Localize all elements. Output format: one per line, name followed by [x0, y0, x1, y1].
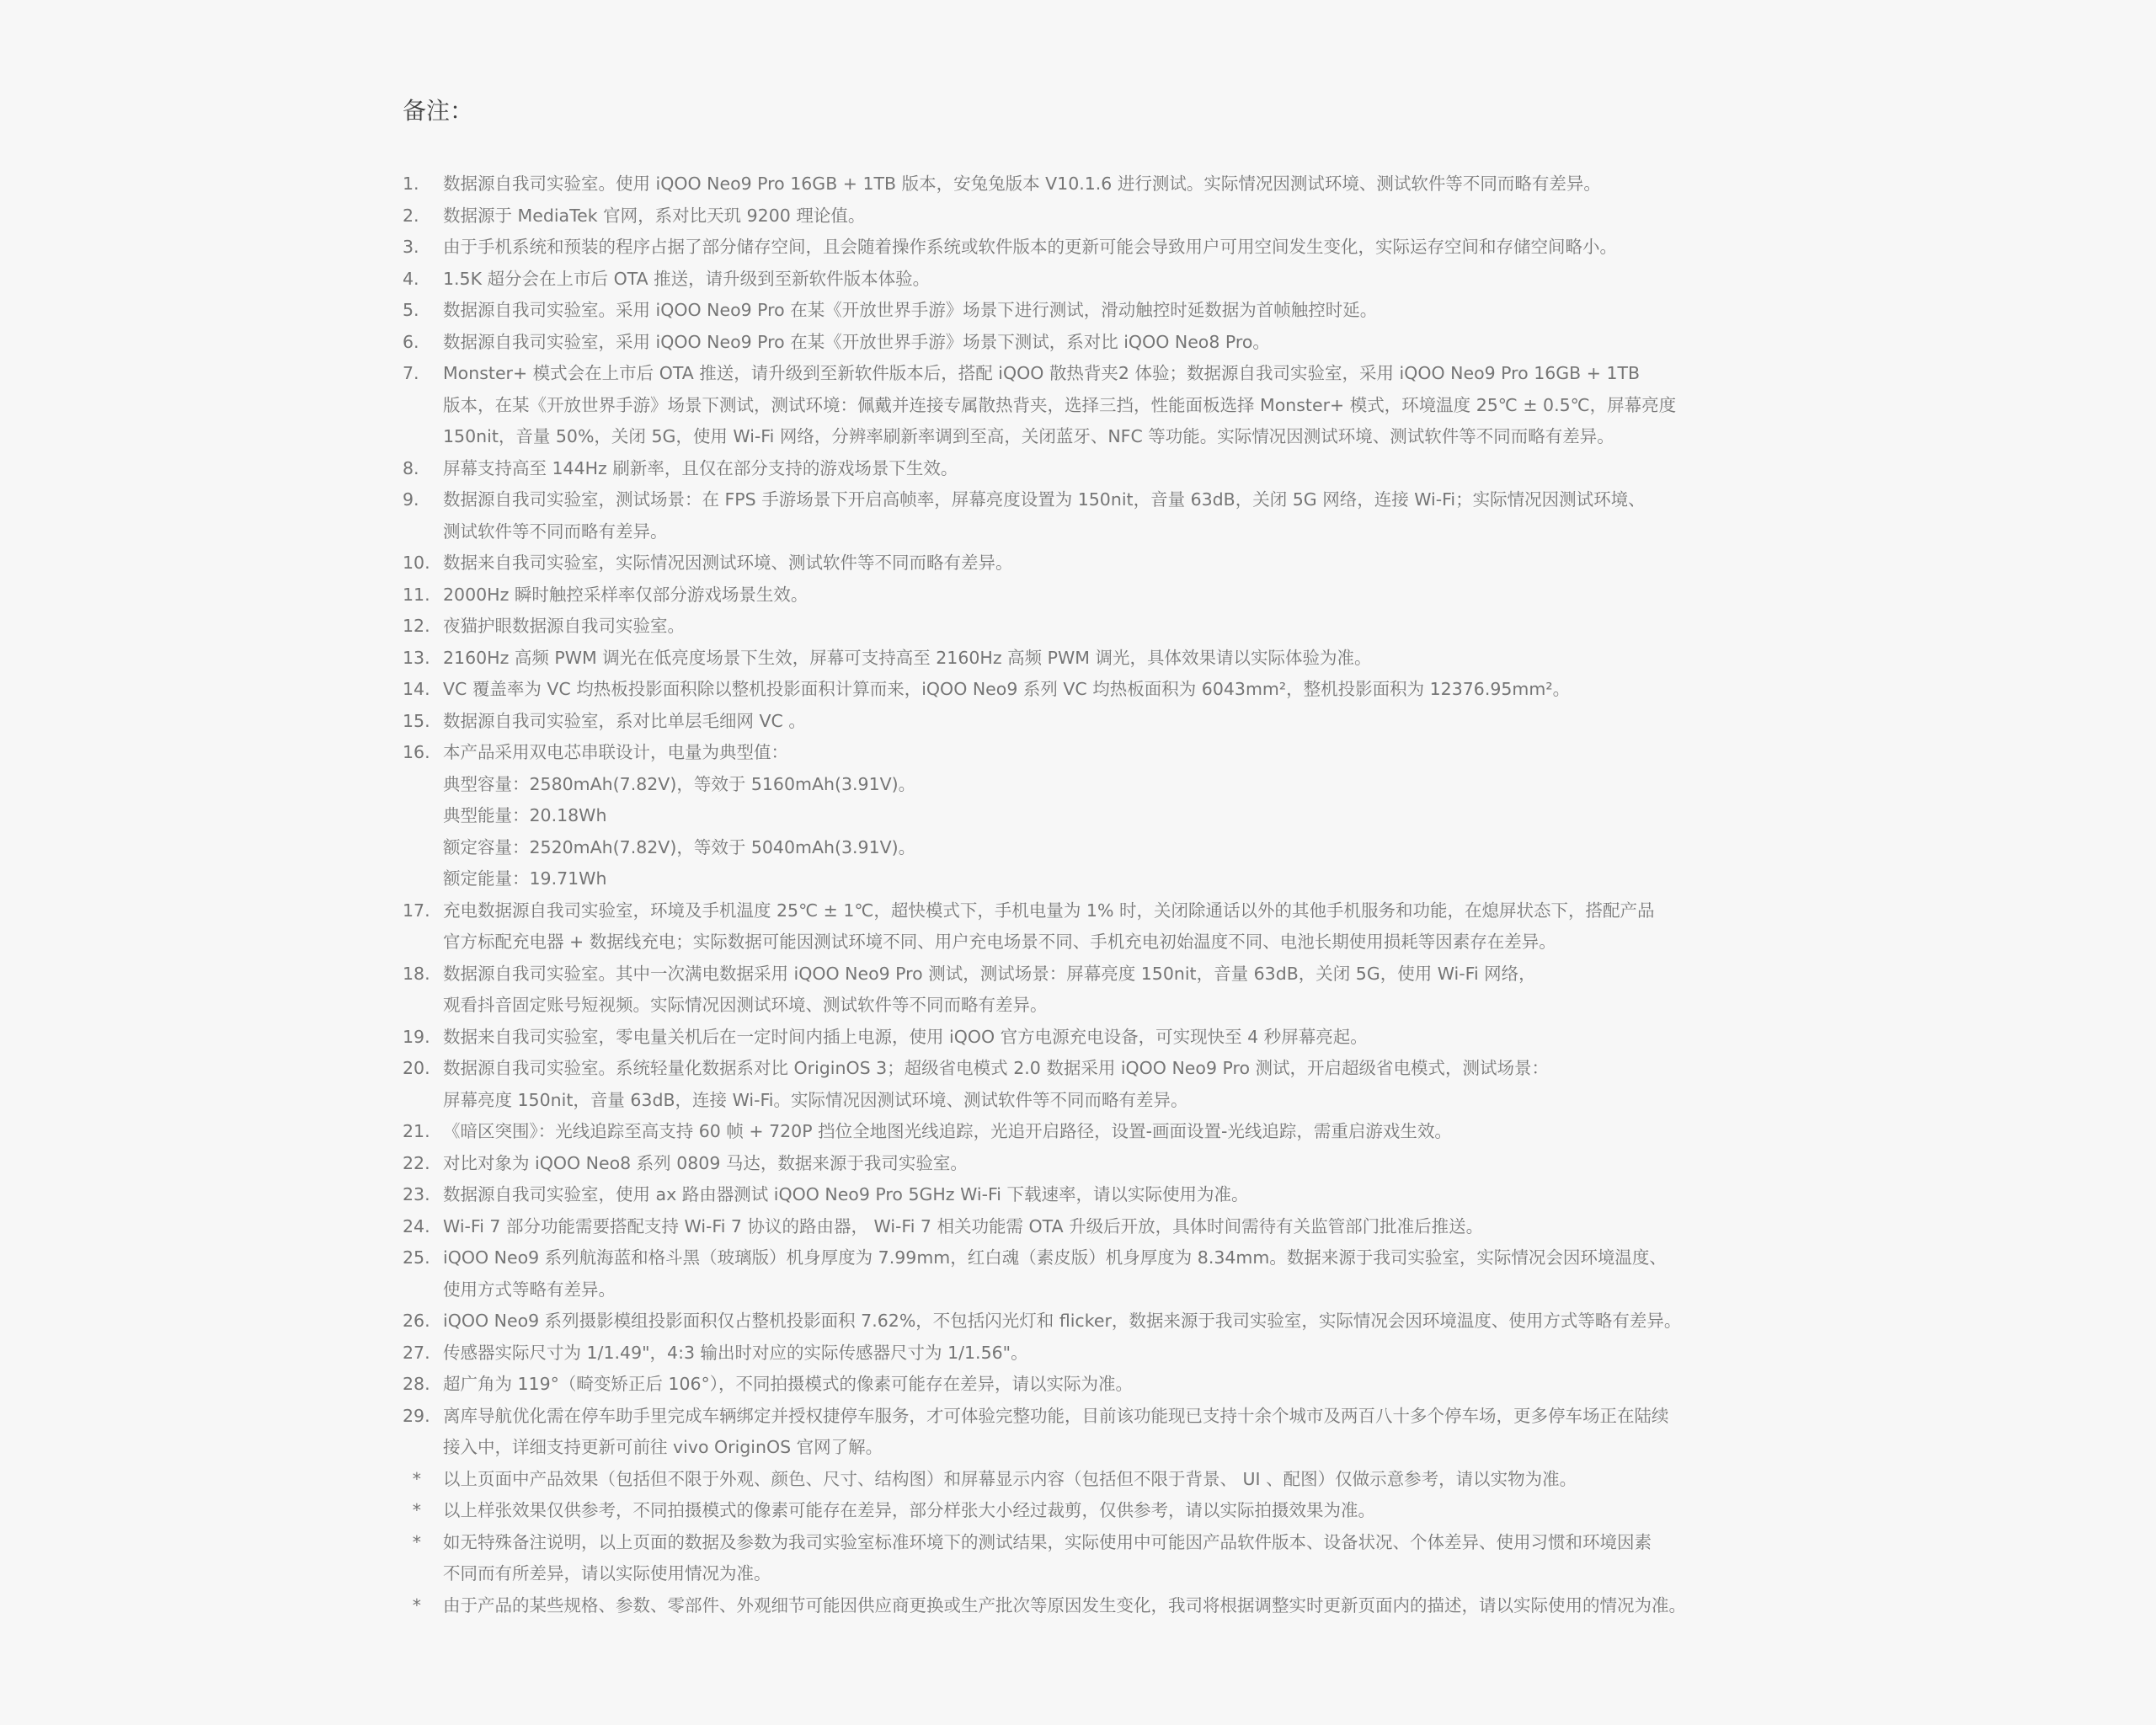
note-text	[443, 1527, 1784, 1590]
note-text	[443, 674, 1784, 706]
note-item	[403, 1148, 1784, 1180]
note-item	[403, 1116, 1784, 1148]
notes-title: 备注：	[403, 97, 474, 125]
note-line: 版本，在某《开放世界手游》场景下测试，测试环境：佩戴并连接专属散热背夹，选择三挡，性能面板选择 Monster+ 模式，环境温度 25℃ ± 0.5℃，屏幕亮度	[443, 394, 1677, 415]
note-number: 22.	[403, 1152, 430, 1173]
note-item	[403, 1338, 1784, 1370]
note-number: 6.	[403, 331, 419, 352]
note-item	[403, 295, 1784, 327]
note-text	[443, 232, 1784, 264]
note-item	[403, 611, 1784, 643]
note-line: 由于手机系统和预装的程序占据了部分储存空间，且会随着操作系统或软件版本的更新可能会导致用户可用空间发生变化，实际运存空间和存储空间略小。	[443, 237, 1617, 257]
note-line: 超广角为 119°（畸变矫正后 106°），不同拍摄模式的像素可能存在差异，请以实际为准。	[443, 1374, 1134, 1394]
note-text	[443, 643, 1784, 675]
note-number: 8.	[403, 457, 419, 478]
note-item	[403, 1179, 1784, 1211]
note-line: iQOO Neo9 系列摄影模组投影面积仅占整机投影面积 7.62%，不包括闪光灯和 flicker，数据来源于我司实验室，实际情况会因环境温度、使用方式等略有差异。	[443, 1311, 1682, 1331]
note-line: 典型能量：20.18Wh	[443, 805, 607, 825]
note-line: 离库导航优化需在停车助手里完成车辆绑定并授权捷停车服务，才可体验完整功能，目前该功能现已支持十余个城市及两百八十多个停车场，更多停车场正在陆续	[443, 1405, 1669, 1426]
note-number: 11.	[403, 584, 430, 605]
note-line: 以上样张效果仅供参考，不同拍摄模式的像素可能存在差异，部分样张大小经过裁剪，仅供参考，请以实际拍摄效果为准。	[443, 1500, 1375, 1520]
note-number: 21.	[403, 1121, 430, 1141]
note-asterisk: *	[412, 1500, 421, 1520]
note-number: 26.	[403, 1311, 430, 1331]
note-line: 数据源自我司实验室。系统轻量化数据系对比 OriginOS 3；超级省电模式 2.0 数据采用 iQOO Neo9 Pro 测试，开启超级省电模式，测试场景：	[443, 1058, 1550, 1078]
note-number: 29.	[403, 1405, 430, 1426]
note-text	[443, 1148, 1784, 1180]
note-line: 数据源于 MediaTek 官网，系对比天玑 9200 理论值。	[443, 205, 866, 226]
note-text	[443, 484, 1784, 547]
note-line: VC 覆盖率为 VC 均热板投影面积除以整机投影面积计算而来，iQOO Neo9 系列 VC 均热板面积为 6043mm²，整机投影面积为 12376.95mm²。	[443, 679, 1571, 699]
note-item	[403, 706, 1784, 738]
note-line: 2000Hz 瞬时触控采样率仅部分游戏场景生效。	[443, 584, 808, 605]
note-number: 17.	[403, 900, 430, 921]
note-item	[403, 1401, 1784, 1464]
note-line: 2160Hz 高频 PWM 调光在低亮度场景下生效，屏幕可支持高至 2160Hz 高频 PWM 调光，具体效果请以实际体验为准。	[443, 647, 1372, 668]
note-asterisk: *	[412, 1531, 421, 1552]
note-text	[443, 1179, 1784, 1211]
note-item	[403, 674, 1784, 706]
note-line: 数据来自我司实验室，零电量关机后在一定时间内插上电源，使用 iQOO 官方电源充电设备，可实现快至 4 秒屏幕亮起。	[443, 1026, 1368, 1047]
note-line: 官方标配充电器 + 数据线充电；实际数据可能因测试环境不同、用户充电场景不同、手机充电初始温度不同、电池长期使用损耗等因素存在差异。	[443, 932, 1556, 952]
note-number: 23.	[403, 1184, 430, 1204]
note-text	[443, 737, 1784, 895]
note-item	[403, 1211, 1784, 1243]
note-text	[443, 1401, 1784, 1464]
note-number: 16.	[403, 742, 430, 762]
note-item	[403, 453, 1784, 485]
note-line: 数据来自我司实验室，实际情况因测试环境、测试软件等不同而略有差异。	[443, 553, 1013, 573]
note-number: 18.	[403, 963, 430, 984]
note-number: 28.	[403, 1374, 430, 1394]
note-line: 数据源自我司实验室，系对比单层毛细网 VC 。	[443, 710, 806, 731]
note-number: 12.	[403, 616, 430, 636]
note-number: 27.	[403, 1342, 430, 1363]
note-line: iQOO Neo9 系列航海蓝和格斗黑（玻璃版）机身厚度为 7.99mm，红白魂（素皮版）机身厚度为 8.34mm。数据来源于我司实验室，实际情况会因环境温度、	[443, 1247, 1667, 1268]
note-text	[443, 453, 1784, 485]
note-text	[443, 1116, 1784, 1148]
note-item	[403, 579, 1784, 611]
note-number: 14.	[403, 679, 430, 699]
note-item	[403, 1495, 1784, 1527]
note-text	[443, 547, 1784, 579]
note-item	[403, 1022, 1784, 1054]
note-text	[443, 611, 1784, 643]
note-item	[403, 200, 1784, 232]
note-item	[403, 232, 1784, 264]
note-item	[403, 1527, 1784, 1590]
note-item	[403, 1053, 1784, 1116]
note-line: 数据源自我司实验室，测试场景：在 FPS 手游场景下开启高帧率，屏幕亮度设置为 150nit，音量 63dB，关闭 5G 网络，连接 Wi-Fi；实际情况因测试环境、	[443, 489, 1646, 510]
note-line: 数据源自我司实验室。采用 iQOO Neo9 Pro 在某《开放世界手游》场景下进行测试，滑动触控时延数据为首帧触控时延。	[443, 300, 1378, 320]
note-line: 数据源自我司实验室。使用 iQOO Neo9 Pro 16GB + 1TB 版本，安兔兔版本 V10.1.6 进行测试。实际情况因测试环境、测试软件等不同而略有差异。	[443, 174, 1601, 194]
note-text	[443, 1022, 1784, 1054]
note-text	[443, 295, 1784, 327]
note-line: 不同而有所差异，请以实际使用情况为准。	[443, 1563, 771, 1583]
note-line: 如无特殊备注说明，以上页面的数据及参数为我司实验室标准环境下的测试结果，实际使用中可能因产品软件版本、设备状况、个体差异、使用习惯和环境因素	[443, 1531, 1652, 1552]
note-line: 额定能量：19.71Wh	[443, 868, 607, 889]
note-line: 对比对象为 iQOO Neo8 系列 0809 马达，数据来源于我司实验室。	[443, 1152, 968, 1173]
note-line: 使用方式等略有差异。	[443, 1279, 616, 1300]
notes-section	[403, 94, 1784, 1621]
note-item	[403, 1306, 1784, 1338]
note-text	[443, 959, 1784, 1022]
note-number: 4.	[403, 268, 419, 289]
note-asterisk: *	[412, 1468, 421, 1489]
note-item	[403, 1242, 1784, 1306]
note-line: 测试软件等不同而略有差异。	[443, 521, 668, 542]
note-item	[403, 643, 1784, 675]
note-line: 屏幕亮度 150nit，音量 63dB，连接 Wi-Fi。实际情况因测试环境、测试软件等不同而略有差异。	[443, 1089, 1188, 1110]
note-text	[443, 1495, 1784, 1527]
note-line: 数据源自我司实验室。其中一次满电数据采用 iQOO Neo9 Pro 测试，测试场景：屏幕亮度 150nit，音量 63dB，关闭 5G，使用 Wi-Fi 网络，	[443, 963, 1536, 984]
note-line: 本产品采用双电芯串联设计，电量为典型值：	[443, 742, 788, 762]
note-item	[403, 327, 1784, 359]
note-text	[443, 1369, 1784, 1401]
note-line: 数据源自我司实验室，采用 iQOO Neo9 Pro 在某《开放世界手游》场景下测试，系对比 iQOO Neo8 Pro。	[443, 331, 1270, 352]
note-line: 以上页面中产品效果（包括但不限于外观、颜色、尺寸、结构图）和屏幕显示内容（包括但不限于背景、 UI 、配图）仅做示意参考，请以实物为准。	[443, 1468, 1577, 1489]
note-number: 10.	[403, 553, 430, 573]
note-text	[443, 264, 1784, 296]
note-number: 3.	[403, 237, 419, 257]
note-asterisk: *	[412, 1594, 421, 1616]
note-line: 1.5K 超分会在上市后 OTA 推送，请升级到至新软件版本体验。	[443, 268, 931, 289]
note-number: 24.	[403, 1215, 430, 1236]
note-item	[403, 358, 1784, 453]
note-text	[443, 895, 1784, 959]
note-item	[403, 264, 1784, 296]
note-line: 由于产品的某些规格、参数、零部件、外观细节可能因供应商更换或生产批次等原因发生变化，我司将根据调整实时更新页面内的描述，请以实际使用的情况为准。	[443, 1594, 1686, 1616]
note-line: Wi-Fi 7 部分功能需要搭配支持 Wi-Fi 7 协议的路由器， Wi-Fi 7 相关功能需 OTA 升级后开放，具体时间需待有关监管部门批准后推送。	[443, 1215, 1484, 1236]
note-text	[443, 1338, 1784, 1370]
note-number: 5.	[403, 300, 419, 320]
note-text	[443, 358, 1784, 453]
note-text	[443, 1053, 1784, 1116]
note-item	[403, 547, 1784, 579]
note-number: 9.	[403, 489, 419, 510]
note-text	[443, 706, 1784, 738]
note-line: 典型容量：2580mAh(7.82V)，等效于 5160mAh(3.91V)。	[443, 773, 916, 794]
note-line: Monster+ 模式会在上市后 OTA 推送，请升级到至新软件版本后，搭配 iQOO 散热背夹2 体验；数据源自我司实验室，采用 iQOO Neo9 Pro 16GB + 1TB	[443, 363, 1641, 383]
note-line: 150nit，音量 50%，关闭 5G，使用 Wi-Fi 网络，分辨率刷新率调到至高，关闭蓝牙、NFC 等功能。实际情况因测试环境、测试软件等不同而略有差异。	[443, 426, 1614, 446]
note-number: 2.	[403, 205, 419, 226]
note-item	[403, 1464, 1784, 1496]
note-number: 19.	[403, 1026, 430, 1047]
note-item	[403, 168, 1784, 200]
note-number: 20.	[403, 1058, 430, 1078]
note-text	[443, 1242, 1784, 1306]
note-number: 15.	[403, 710, 430, 731]
note-text	[443, 1211, 1784, 1243]
note-item	[403, 737, 1784, 895]
note-line: 额定容量：2520mAh(7.82V)，等效于 5040mAh(3.91V)。	[443, 836, 916, 857]
note-text	[443, 579, 1784, 611]
note-line: 观看抖音固定账号短视频。实际情况因测试环境、测试软件等不同而略有差异。	[443, 995, 1048, 1015]
note-number: 25.	[403, 1247, 430, 1268]
note-line: 数据源自我司实验室，使用 ax 路由器测试 iQOO Neo9 Pro 5GHz Wi-Fi 下载速率，请以实际使用为准。	[443, 1184, 1249, 1204]
note-text	[443, 168, 1784, 200]
note-item	[403, 484, 1784, 547]
note-line: 充电数据源自我司实验室，环境及手机温度 25℃ ± 1℃，超快模式下，手机电量为 1% 时，关闭除通话以外的其他手机服务和功能，在熄屏状态下，搭配产品	[443, 900, 1655, 921]
note-text	[443, 1306, 1784, 1338]
note-line: 传感器实际尺寸为 1/1.49"，4:3 输出时对应的实际传感器尺寸为 1/1.56"。	[443, 1342, 1028, 1363]
note-item	[403, 959, 1784, 1022]
note-number: 7.	[403, 363, 419, 383]
note-line: 屏幕支持高至 144Hz 刷新率，且仅在部分支持的游戏场景下生效。	[443, 457, 958, 478]
note-number: 13.	[403, 647, 430, 668]
note-text	[443, 1590, 1784, 1622]
note-line: 接入中，详细支持更新可前往 vivo OriginOS 官网了解。	[443, 1437, 883, 1457]
note-item	[403, 1590, 1784, 1622]
note-text	[443, 327, 1784, 359]
note-item	[403, 1369, 1784, 1401]
note-line: 《暗区突围》：光线追踪至高支持 60 帧 + 720P 挡位全地图光线追踪，光追开启路径，设置-画面设置-光线追踪，需重启游戏生效。	[443, 1121, 1452, 1141]
note-text	[443, 1464, 1784, 1496]
note-line: 夜猫护眼数据源自我司实验室。	[443, 616, 685, 636]
notes-list	[403, 168, 1784, 1621]
note-number: 1.	[403, 174, 419, 194]
note-item	[403, 895, 1784, 959]
note-text	[443, 200, 1784, 232]
